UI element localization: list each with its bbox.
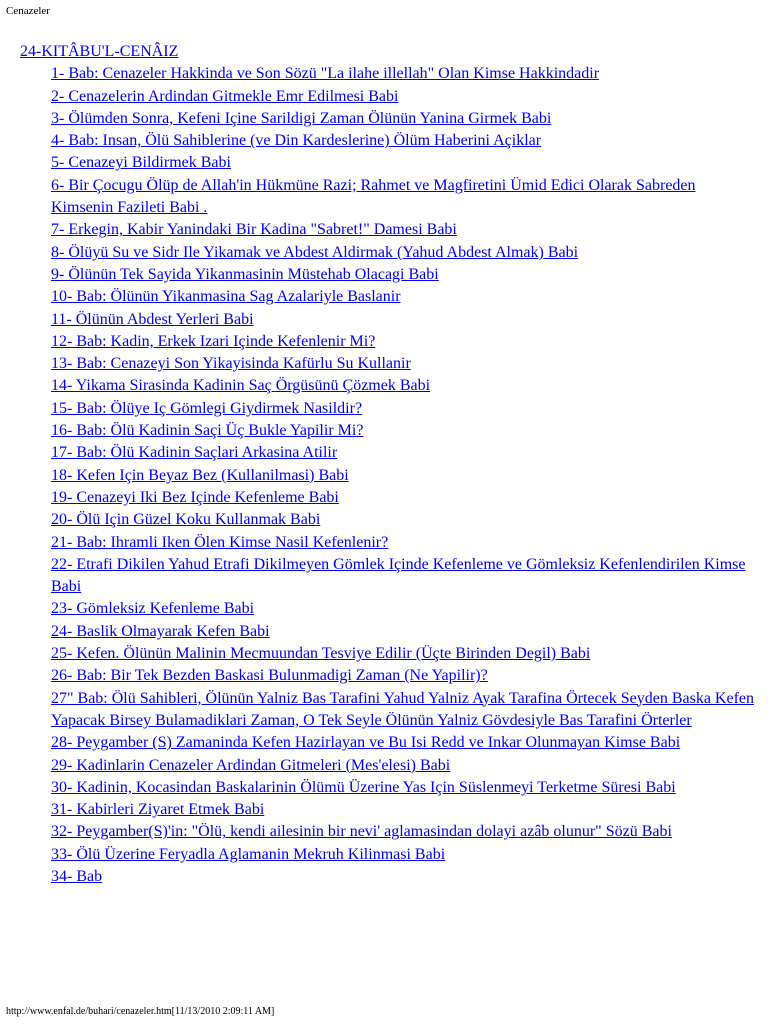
- chapter-link[interactable]: 6- Bir Çocugu Ölüp de Allah'in Hükmüne Razi; Rahmet ve Magfiretini Ümid Edici Olarak Sabreden Kimsenin Fazileti Babi .: [51, 176, 696, 217]
- list-item: [51, 532, 758, 554]
- list-item: [51, 86, 758, 108]
- toc-list: [20, 63, 758, 888]
- chapter-link[interactable]: 13- Bab: Cenazeyi Son Yikayisinda Kafürlu Su Kullanir: [51, 355, 411, 373]
- chapter-link[interactable]: 7- Erkegin, Kabir Yanindaki Bir Kadina "Sabret!" Damesi Babi: [51, 221, 457, 239]
- chapter-link[interactable]: 19- Cenazeyi Iki Bez Içinde Kefenleme Babi: [51, 488, 339, 506]
- chapter-link[interactable]: 33- Ölü Üzerine Feryadla Aglamanin Mekruh Kilinmasi Babi: [51, 845, 446, 863]
- list-item: [51, 242, 758, 264]
- list-item: [51, 598, 758, 620]
- list-item: [51, 509, 758, 531]
- list-item: [51, 487, 758, 509]
- chapter-link[interactable]: 10- Bab: Ölünün Yikanmasina Sag Azalariyle Baslanir: [51, 288, 401, 306]
- chapter-link[interactable]: 17- Bab: Ölü Kadinin Saçlari Arkasina Atilir: [51, 444, 338, 462]
- chapter-link[interactable]: 31- Kabirleri Ziyaret Etmek Babi: [51, 801, 265, 819]
- chapter-link[interactable]: 16- Bab: Ölü Kadinin Saçi Üç Bukle Yapilir Mi?: [51, 422, 364, 440]
- list-item: [51, 420, 758, 442]
- list-item: [51, 799, 758, 821]
- chapter-link[interactable]: 22- Etrafi Dikilen Yahud Etrafi Dikilmeyen Gömlek Içinde Kefenleme ve Gömleksiz Kefenlendirilen Kimse Babi: [51, 555, 746, 596]
- chapter-link[interactable]: 2- Cenazelerin Ardindan Gitmekle Emr Edilmesi Babi: [51, 87, 399, 105]
- list-item: [51, 688, 758, 733]
- list-item: [51, 309, 758, 331]
- chapter-link[interactable]: 5- Cenazeyi Bildirmek Babi: [51, 154, 231, 172]
- list-item: [51, 63, 758, 85]
- chapter-link[interactable]: 3- Ölümden Sonra, Kefeni Içine Sarildigi Zaman Ölünün Yanina Girmek Babi: [51, 109, 552, 127]
- list-item: [51, 844, 758, 866]
- page-footer-url: http://www.enfal.de/buhari/cenazeler.htm[11/13/2010 2:09:11 AM]: [6, 1006, 275, 1017]
- chapter-link[interactable]: 4- Bab: Insan, Ölü Sahiblerine (ve Din Kardeslerine) Ölüm Haberini Açiklar: [51, 132, 542, 150]
- list-item: [51, 643, 758, 665]
- list-item: [51, 777, 758, 799]
- chapter-link[interactable]: 26- Bab: Bir Tek Bezden Baskasi Bulunmadigi Zaman (Ne Yapilir)?: [51, 667, 488, 685]
- chapter-link[interactable]: 29- Kadinlarin Cenazeler Ardindan Gitmeleri (Mes'elesi) Babi: [51, 756, 451, 774]
- chapter-link[interactable]: 20- Ölü Için Güzel Koku Kullanmak Babi: [51, 511, 321, 529]
- toc-title-link[interactable]: 24-KITÂBU'L-CENÂIZ: [20, 43, 179, 60]
- chapter-link[interactable]: 28- Peygamber (S) Zamaninda Kefen Hazirlayan ve Bu Isi Redd ve Inkar Olunmayan Kimse Babi: [51, 734, 681, 752]
- chapter-link[interactable]: 11- Ölünün Abdest Yerleri Babi: [51, 310, 254, 328]
- list-item: [51, 821, 758, 843]
- list-item: [51, 219, 758, 241]
- chapter-link[interactable]: 32- Peygamber(S)'in: "Ölü, kendi ailesinin bir nevi' aglamasindan dolayi azâb olunur" Sözü Babi: [51, 823, 672, 841]
- page-header-title: Cenazeler: [6, 5, 50, 17]
- chapter-link[interactable]: 1- Bab: Cenazeler Hakkinda ve Son Sözü "La ilahe illellah" Olan Kimse Hakkindadir: [51, 65, 600, 83]
- list-item: [51, 286, 758, 308]
- list-item: [51, 465, 758, 487]
- chapter-link[interactable]: 23- Gömleksiz Kefenleme Babi: [51, 600, 255, 618]
- chapter-link[interactable]: 24- Baslik Olmayarak Kefen Babi: [51, 622, 270, 640]
- list-item: [51, 331, 758, 353]
- list-item: [51, 665, 758, 687]
- list-item: [51, 152, 758, 174]
- list-item: [51, 621, 758, 643]
- list-item: [51, 375, 758, 397]
- chapter-link[interactable]: 34- Bab: [51, 867, 103, 885]
- table-of-contents: [20, 41, 758, 888]
- chapter-link[interactable]: 14- Yikama Sirasinda Kadinin Saç Örgüsünü Çözmek Babi: [51, 377, 431, 395]
- list-item: [51, 175, 758, 220]
- list-item: [51, 732, 758, 754]
- chapter-link[interactable]: 25- Kefen. Ölünün Malinin Mecmuundan Tesviye Edilir (Üçte Birinden Degil) Babi: [51, 645, 591, 663]
- chapter-link[interactable]: 18- Kefen Için Beyaz Bez (Kullanilmasi) Babi: [51, 466, 349, 484]
- list-item: [51, 755, 758, 777]
- chapter-link[interactable]: 27" Bab: Ölü Sahibleri, Ölünün Yalniz Bas Tarafini Yahud Yalniz Ayak Tarafina Örtecek Seyden Baska Kefen Yapacak Birsey Bulamadiklari Zaman, O Tek Seyle Ölünün Yalniz Gövdesiyle Bas Tarafini Örterler: [51, 689, 754, 729]
- list-item: [51, 398, 758, 420]
- chapter-link[interactable]: 30- Kadinin, Kocasindan Baskalarinin Ölümü Üzerine Yas Için Süslenmeyi Terketme Süresi Babi: [51, 778, 676, 796]
- chapter-link[interactable]: 15- Bab: Ölüye Iç Gömlegi Giydirmek Nasildir?: [51, 399, 363, 417]
- chapter-link[interactable]: 12- Bab: Kadin, Erkek Izari Içinde Kefenlenir Mi?: [51, 332, 376, 350]
- list-item: [51, 554, 758, 599]
- list-item: [51, 442, 758, 464]
- chapter-link[interactable]: 21- Bab: Ihramli Iken Ölen Kimse Nasil Kefenlenir?: [51, 533, 389, 551]
- list-item: [51, 108, 758, 130]
- list-item: [51, 353, 758, 375]
- list-item: [51, 264, 758, 286]
- chapter-link[interactable]: 9- Ölünün Tek Sayida Yikanmasinin Müstehab Olacagi Babi: [51, 265, 439, 283]
- list-item: [51, 866, 758, 888]
- list-item: [51, 130, 758, 152]
- chapter-link[interactable]: 8- Ölüyü Su ve Sidr Ile Yikamak ve Abdest Aldirmak (Yahud Abdest Almak) Babi: [51, 243, 579, 261]
